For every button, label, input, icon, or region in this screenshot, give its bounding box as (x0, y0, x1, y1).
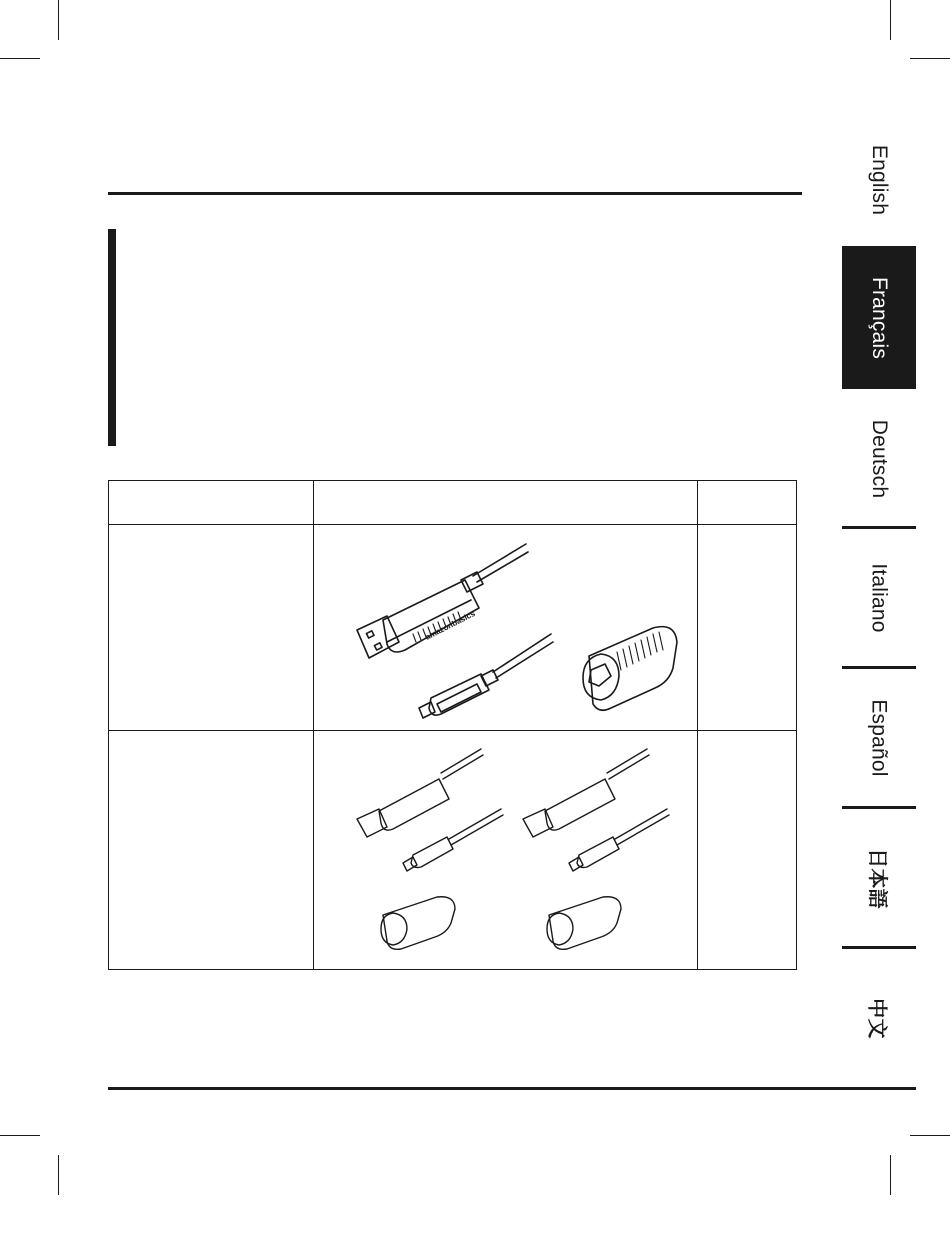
cable-set-right (523, 749, 669, 949)
table-header-row (109, 481, 797, 525)
tab-chinese-label: 中文 (865, 997, 888, 1039)
tab-english[interactable] (842, 118, 916, 242)
tab-japanese-label: 日本語 (865, 847, 888, 909)
tab-english-label: English (868, 144, 891, 216)
row-item-name (109, 525, 314, 731)
single-cable-kit-illustration (321, 530, 691, 726)
tab-separator (842, 666, 916, 669)
table-row (109, 731, 797, 970)
table-row (109, 525, 797, 731)
tab-separator (842, 526, 916, 529)
section-bar (108, 229, 116, 446)
row-illustration (314, 525, 698, 731)
header-item (109, 481, 314, 525)
tab-francais-label: Français (868, 276, 891, 359)
tab-separator (842, 946, 916, 949)
package-contents-table (108, 480, 797, 970)
tab-separator (842, 806, 916, 809)
tab-italiano[interactable] (842, 530, 916, 666)
double-cable-kit-illustration (321, 737, 691, 963)
brand-logo: amazonbasics (423, 608, 477, 642)
footer-rule (108, 1087, 916, 1090)
row-quantity (698, 731, 797, 970)
header-contents (314, 481, 698, 525)
crop-mark-bottom-left-v (58, 1155, 59, 1195)
crop-mark-top-left-h (0, 58, 40, 59)
row-quantity (698, 525, 797, 731)
header-rule (108, 192, 802, 195)
tab-chinese[interactable] (842, 950, 916, 1086)
row-illustration (314, 731, 698, 970)
crop-mark-bottom-left-h (0, 1135, 40, 1136)
tab-italiano-label: Italiano (867, 563, 891, 633)
tab-deutsch[interactable] (842, 392, 916, 526)
crop-mark-top-right-h (910, 58, 950, 59)
header-quantity (698, 481, 797, 525)
cable-set-left (357, 749, 503, 949)
tab-deutsch-label: Deutsch (868, 419, 892, 499)
row-item-name (109, 731, 314, 970)
tab-espanol[interactable] (842, 670, 916, 806)
tab-japanese[interactable] (842, 810, 916, 946)
crop-mark-bottom-right-h (910, 1135, 950, 1136)
tab-espanol-label: Español (868, 699, 892, 777)
crop-mark-bottom-right-v (890, 1155, 891, 1195)
tab-francais[interactable] (842, 246, 916, 389)
crop-mark-top-left-v (58, 0, 59, 40)
crop-mark-top-right-v (890, 0, 891, 40)
